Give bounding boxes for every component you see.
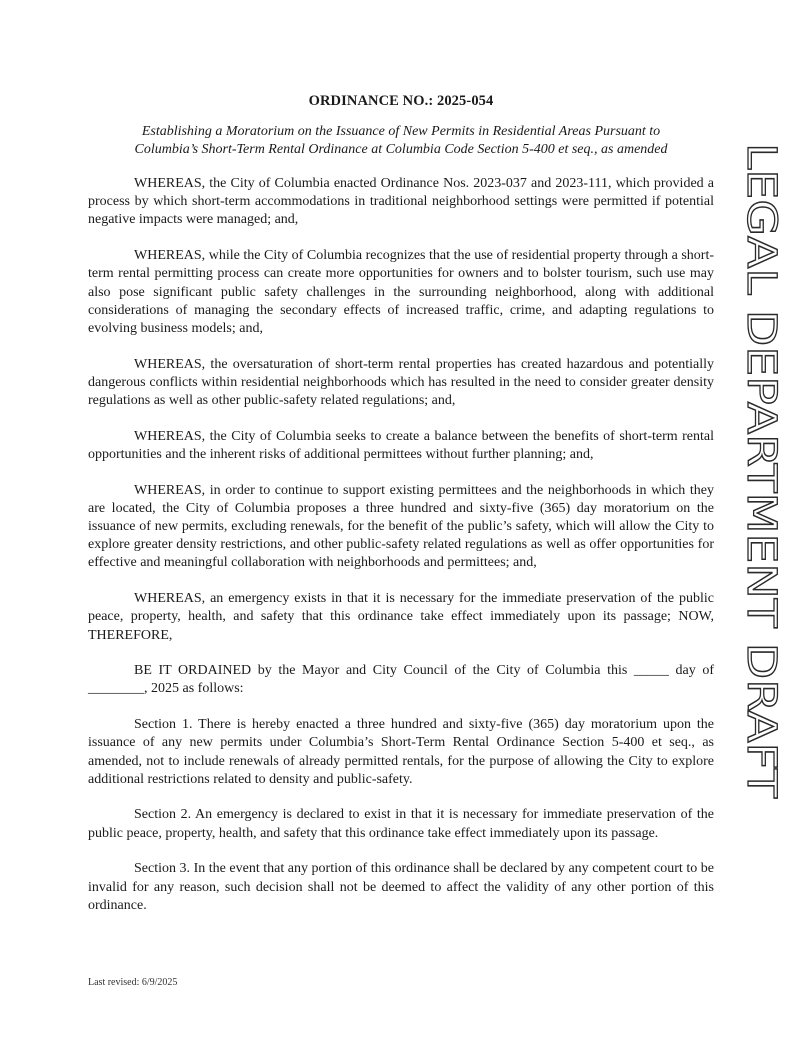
watermark-text: LEGAL DEPARTMENT DRAFT bbox=[738, 143, 784, 697]
last-revised-footer: Last revised: 6/9/2025 bbox=[88, 977, 178, 988]
whereas-paragraph-5: WHEREAS, in order to continue to support existing permittees and the neighborhoods in which they are located, the City of Columbia proposes a three hundred and sixty-five (365) day moratorium on the issuance of new permits, excluding renewals, for the benefit of the public’s safety, which will allow the City to explore greater density restrictions, and other public-safety related regulations as well as offer opportunities for effective and meaningful collaboration with neighborhoods and permittees; and, bbox=[88, 482, 714, 571]
whereas-paragraph-1: WHEREAS, the City of Columbia enacted Ordinance Nos. 2023-037 and 2023-111, which provided a process by which short-term accommodations in traditional neighborhood settings were permitted if potential negative impacts were managed; and, bbox=[88, 176, 714, 228]
whereas-paragraph-6: WHEREAS, an emergency exists in that it is necessary for the immediate preservation of the public peace, property, health, and safety that this ordinance take effect immediately upon its passage; NOW, THEREFORE, bbox=[88, 591, 714, 643]
subtitle-line-2: Columbia’s Short-Term Rental Ordinance at Columbia Code Section 5-400 et seq., as amended bbox=[134, 142, 668, 157]
draft-watermark bbox=[738, 143, 790, 803]
document-body bbox=[88, 93, 714, 933]
section-3-paragraph: Section 3. In the event that any portion of this ordinance shall be declared by any competent court to be invalid for any reason, such decision shall not be deemed to affect the validity of any other portion of this ordinance. bbox=[88, 861, 714, 913]
section-2-paragraph: Section 2. An emergency is declared to exist in that it is necessary for immediate preservation of the public peace, property, health, and safety that this ordinance take effect immediately upon its passage. bbox=[88, 807, 714, 841]
ordinance-subtitle bbox=[88, 123, 714, 159]
ordained-paragraph: BE IT ORDAINED by the Mayor and City Council of the City of Columbia this _____ day of ________, 2025 as follows: bbox=[88, 663, 714, 697]
section-1-paragraph: Section 1. There is hereby enacted a three hundred and sixty-five (365) day moratorium upon the issuance of any new permits under Columbia’s Short-Term Rental Ordinance Section 5-400 et seq., as amended, not to include renewals of already permitted rentals, for the purpose of allowing the City to explore additional restrictions related to density and public-safety. bbox=[88, 717, 714, 787]
whereas-paragraph-2: WHEREAS, while the City of Columbia recognizes that the use of residential property through a short-term rental permitting process can create more opportunities for owners and to bolster tourism, such use may also pose significant public safety challenges in the surrounding neighborhood, along with additional considerations of managing the secondary effects of increased traffic, crime, and adapting regulations to evolving business models; and, bbox=[88, 248, 714, 336]
subtitle-line-1: Establishing a Moratorium on the Issuance of New Permits in Residential Areas Pursuant to bbox=[141, 124, 661, 139]
whereas-paragraph-4: WHEREAS, the City of Columbia seeks to create a balance between the benefits of short-term rental opportunities and the inherent risks of additional permittees without further planning; and, bbox=[88, 428, 714, 462]
ordinance-title: ORDINANCE NO.: 2025-054 bbox=[308, 93, 494, 109]
whereas-paragraph-3: WHEREAS, the oversaturation of short-term rental properties has created hazardous and potentially dangerous conflicts within residential neighborhoods which has resulted in the need to consider greater density regulations as well as other public-safety related regulations; and, bbox=[88, 356, 714, 409]
